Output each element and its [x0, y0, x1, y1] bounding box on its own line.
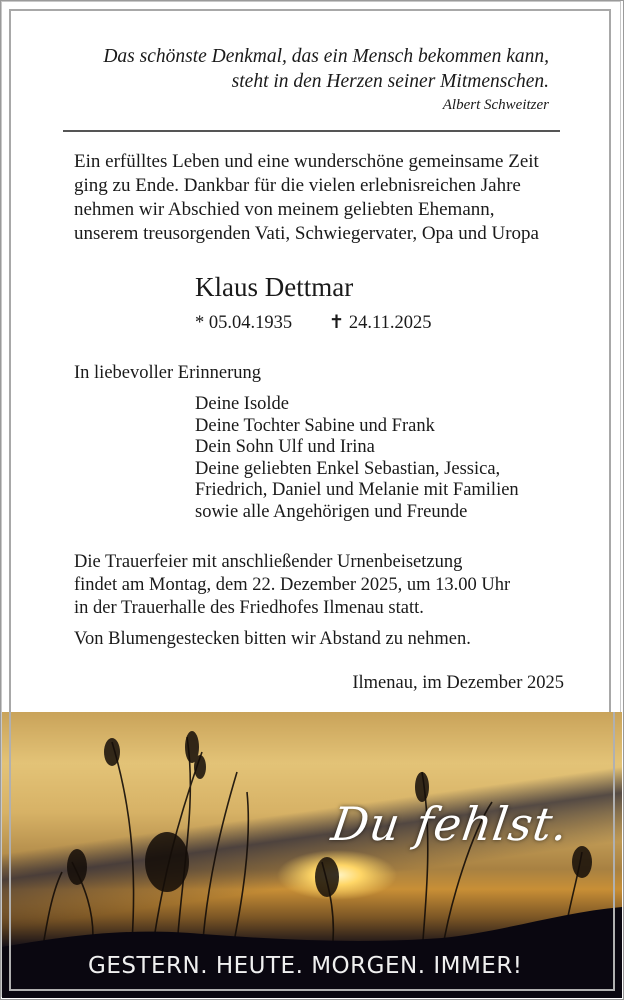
intro-line: Ein erfülltes Leben und eine wunderschöne gemeinsame Zeit	[74, 151, 539, 172]
death-date: ✝ 24.11.2025	[328, 313, 432, 333]
intro-line: nehmen wir Abschied von meinem geliebten Ehemann,	[74, 199, 495, 220]
birth-date: * 05.04.1935	[195, 313, 293, 333]
family-line: Deine Tochter Sabine und Frank	[195, 415, 435, 436]
quote-line: Das schönste Denkmal, das ein Mensch bekommen kann,	[103, 46, 549, 67]
flowers-note: Von Blumengestecken bitten wir Abstand zu nehmen.	[74, 629, 471, 649]
intro-line: unserem treusorgenden Vati, Schwiegervater, Opa und Uropa	[74, 223, 539, 244]
life-dates	[195, 312, 431, 334]
service-line: Die Trauerfeier mit anschließender Urnenbeisetzung	[74, 552, 463, 572]
service-line: findet am Montag, dem 22. Dezember 2025, um 13.00 Uhr	[74, 575, 511, 595]
memory-label: In liebevoller Erinnerung	[74, 363, 261, 383]
deceased-name: Klaus Dettmar	[195, 272, 354, 302]
quote-line: steht in den Herzen seiner Mitmenschen.	[231, 71, 549, 92]
intro-line: ging zu Ende. Dankbar für die vielen erlebnisreichen Jahre	[74, 175, 521, 196]
quote	[103, 44, 549, 94]
service-line: in der Trauerhalle des Friedhofes Ilmenau statt.	[74, 598, 424, 618]
family-line: Dein Sohn Ulf und Irina	[195, 437, 375, 457]
photo-frame	[9, 712, 615, 991]
family-line: Deine geliebten Enkel Sebastian, Jessica,	[195, 458, 501, 479]
family-line: Deine Isolde	[195, 394, 290, 414]
family-line: Friedrich, Daniel und Melanie mit Familien	[195, 480, 519, 500]
family-list	[195, 394, 519, 523]
tagline: GESTERN. HEUTE. MORGEN. IMMER!	[88, 953, 523, 979]
service-info	[74, 551, 510, 620]
intro-text	[74, 150, 539, 246]
divider	[63, 130, 560, 132]
sunset-image	[2, 712, 622, 998]
family-line: sowie alle Angehörigen und Freunde	[195, 501, 468, 522]
slogan: Du fehlst.	[328, 797, 573, 851]
place-date: Ilmenau, im Dezember 2025	[352, 673, 564, 693]
quote-author: Albert Schweitzer	[442, 97, 549, 113]
